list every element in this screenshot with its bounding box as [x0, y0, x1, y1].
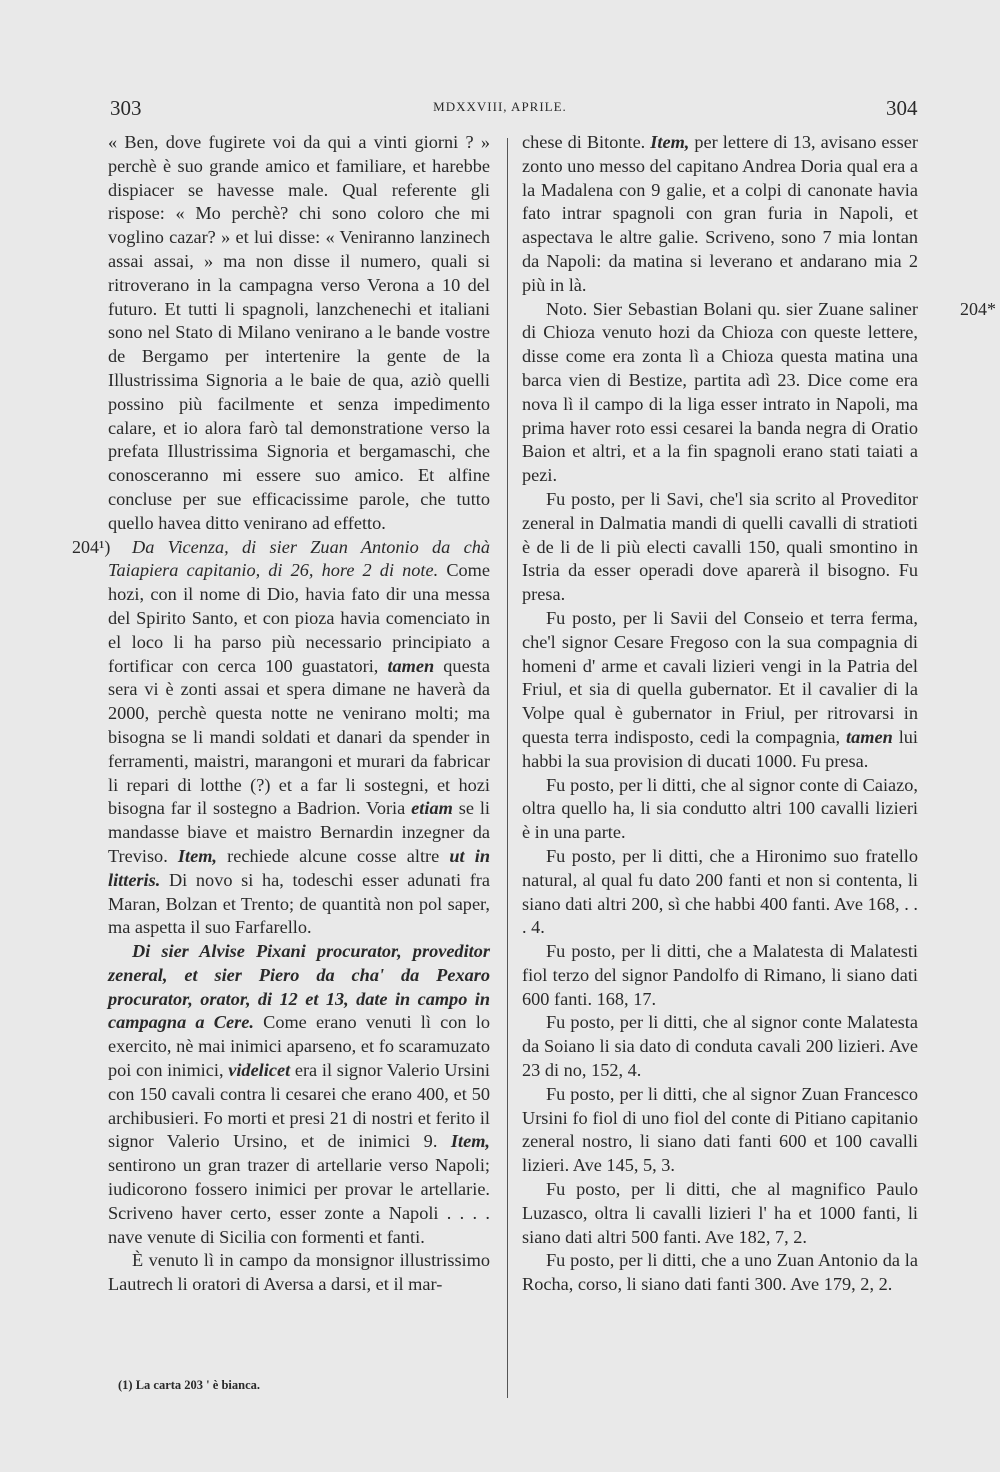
- text-run: rechiede alcune cosse altre: [217, 845, 450, 866]
- left-paragraph-4: È venuto lì in campo da monsignor illustrissimo Lautrech li oratori di Aversa a darsi, et il mar-: [108, 1250, 490, 1295]
- text-run: sentirono un gran trazer di artellarie verso Napoli; iudicorono fossero inimici per provar le artellarie. Scriveno haver certo, esser zonte a Napoli . . . . nave venute di Sicilia con formenti et fanti.: [108, 1155, 490, 1247]
- left-paragraph-1: « Ben, dove fugirete voi da qui a vinti giorni ? » perchè è suo grande amico et familiare, et harebbe dispiacer se havesse male. Qual referente gli rispose: « Mo perchè? chi sono coloro che mi voglino cazar? » et lui disse: « Veniranno lanzinech assai assai, » ma non disse il numero, quali si ritroverano in la campagna verso Verona a 10 del futuro. Et tutti li spagnoli, lanzchenechi et italiani sono nel Stato di Milano venirano a le bande vostre de Bergamo per intertenire la gente de la Illustrissima Signoria a le baie de qua, aziò quelli possino più facilmente et senza impedimento calare, et io alora farò tal demonstratione verso la prefata Illustrissima Signoria et bergamaschi, che conosceranno mi essere suo amico. Et alfine concluse per sue efficacissime parole, che tutto quello havea ditto venirano ad effetto.: [108, 132, 490, 533]
- text-run: Noto. Sier Sebastian Bolani qu. sier Zuane saliner di Chioza venuto hozi da Chioza con queste lettere, disse come era zonta lì a Chioza questa matina una barca vien di Bestize, partita adì 23. Dice come era nova lì il campo di la liga esser intrato in Napoli, ma prima haver roto essi cesarei la banda negra di Oratio Baion et altri, et a la fin spagnoli erano stati taiati a pezi.: [522, 298, 918, 486]
- left-column: [72, 131, 491, 1297]
- text-run: questa sera vi è zonti assai et spera dimane ne haverà da 2000, perchè questa notte ne venirano molti; ma bisogna se li mandi soldati et danari da spender in ferramenti, maistri, marangoni et murari da fabricar li repari di lotthe (?) et a far li sostegni, et hozi bisogna far il sostegno a Badrion. Voria: [108, 655, 490, 819]
- right-paragraph-4: [522, 607, 918, 774]
- text-run: era il signor Valerio Ursini con 150 cavali contra li cesarei che erano 400, et 50 archibusieri. Fo morti et presi 21 di nostri et ferito il signor Valerio Ursino, et de inimici 9.: [108, 1060, 491, 1152]
- page-number-left: 303: [110, 96, 142, 120]
- latin-word: tamen: [387, 655, 435, 676]
- latin-word: Item,: [177, 845, 218, 866]
- text-run: Fu posto, per li Savii del Conseio et terra ferma, che'l signor Cesare Fregoso con la sua compagnia di homeni d' arme et cavali lizieri vengi in la Patria del Friul, et sia di quella gubernator. Et il cavalier di la Volpe qual è gubernator in Friul, per ritrovarsi in questa terra indisposto, cedi la compagnia,: [522, 607, 918, 747]
- right-paragraph-11: Fu posto, per li ditti, che a uno Zuan Antonio da la Rocha, corso, li siano dati fanti 300. Ave 179, 2, 2.: [522, 1250, 918, 1295]
- text-run: Di novo si ha, todeschi esser adunati fra Maran, Bolzan et Trento; de quantità non pol saper, ma aspetta il suo Farfarello.: [108, 869, 490, 938]
- column-divider: [507, 138, 508, 1398]
- margin-note-204b: 204¹): [72, 536, 111, 557]
- right-paragraph-9: Fu posto, per li ditti, che al signor Zuan Francesco Ursini fo fiol di uno fiol del conte di Pitiano capitanio zeneral nostro, li siano dati fanti 600 et 100 cavalli lizieri. Ave 145, 5, 3.: [522, 1083, 918, 1176]
- latin-word: Item,: [450, 1131, 490, 1152]
- right-paragraph-6: Fu posto, per li ditti, che a Hironimo suo fratello natural, al qual fu dato 200 fanti et non si contenta, li siano dati altri 200, sì che habbi 400 fanti. Ave 168, . . . 4.: [522, 845, 918, 938]
- letter-heading-pixani: Di sier Alvise Pixani procurator, proveditor zeneral, et sier Piero da cha' da Pexaro procurator, orator, di 12 et 13, date in campo in campagna a Cere.: [108, 941, 490, 1033]
- letter-heading-vicenza: Da Vicenza, di sier Zuan Antonio da chà Taiapiera capitanio, di 26, hore 2 di note.: [108, 536, 490, 581]
- latin-word: etiam: [411, 798, 453, 819]
- text-run: chese di Bitonte.: [522, 132, 651, 152]
- left-paragraph-3: [108, 940, 490, 1249]
- right-paragraph-2: [522, 298, 996, 488]
- right-paragraph-7: Fu posto, per li ditti, che a Malatesta di Malatesti fiol terzo del signor Pandolfo di Rimano, li siano dati 600 fanti. 168, 17.: [522, 941, 918, 1009]
- text-run: lui habbi la sua provision di ducati 1000. Fu presa.: [522, 726, 918, 771]
- running-title: MDXXVIII, APRILE.: [433, 99, 567, 114]
- left-paragraph-2: [72, 536, 491, 941]
- margin-note-204: 204*: [960, 298, 996, 319]
- latin-word: Item,: [650, 132, 690, 152]
- page-number-right: 304: [886, 96, 918, 120]
- latin-word: tamen: [846, 726, 893, 747]
- latin-phrase: ut in litteris.: [108, 845, 490, 890]
- text-run: se li mandasse biave et maistro Bernardin inzegner da Treviso.: [108, 798, 491, 866]
- text-run: Come hozi, con il nome di Dio, havia fato dir una messa del Spirito Santo, et con pioza havia comenciato in el loco li ha parso più necessario principiato a fortificar con cerca 100 guastatori,: [108, 560, 490, 676]
- page-header: [0, 96, 1000, 122]
- text-run: per lettere di 13, avisano esser zonto uno messo del capitano Andrea Doria qual era a la Madalena con 9 galie, et a colpi di canonate havia fato intrar spagnoli con gran furia in Napoli, et aspectava le altre galie. Scriveno, sono 7 mia lontan da Napoli: da matina si leverano et andarano mia 2 più in là.: [522, 132, 918, 295]
- right-paragraph-10: Fu posto, per li ditti, che al magnifico Paulo Luzasco, oltra li cavalli lizieri l' ha et 1000 fanti, li siano dati altri 500 fanti. Ave 182, 7, 2.: [522, 1179, 918, 1247]
- right-column: [522, 131, 996, 1297]
- footnote: (1) La carta 203 ' è bianca.: [118, 1378, 260, 1392]
- right-paragraph-8: Fu posto, per li ditti, che al signor conte Malatesta da Soiano li sia dato di conduta cavali 200 lizieri. Ave 23 di no, 152, 4.: [522, 1012, 918, 1081]
- right-paragraph-3: Fu posto, per li Savi, che'l sia scrito al Proveditor zeneral in Dalmatia mandi di quelli cavalli di stratioti è de li de li più electi cavalli 150, quali smontino in Istria da esser operadi dove aparerà il bisogno. Fu presa.: [522, 488, 918, 605]
- latin-word: videlicet: [228, 1060, 291, 1081]
- right-paragraph-1: [522, 131, 918, 298]
- text-run: Come erano venuti lì con lo exercito, nè mai inimici aparseno, et fo scaramuzato poi con inimici,: [108, 1012, 490, 1081]
- right-paragraph-5: Fu posto, per li ditti, che al signor conte di Caiazo, oltra quello ha, li sia condutto altri 100 cavalli lizieri è in una parte.: [522, 774, 918, 843]
